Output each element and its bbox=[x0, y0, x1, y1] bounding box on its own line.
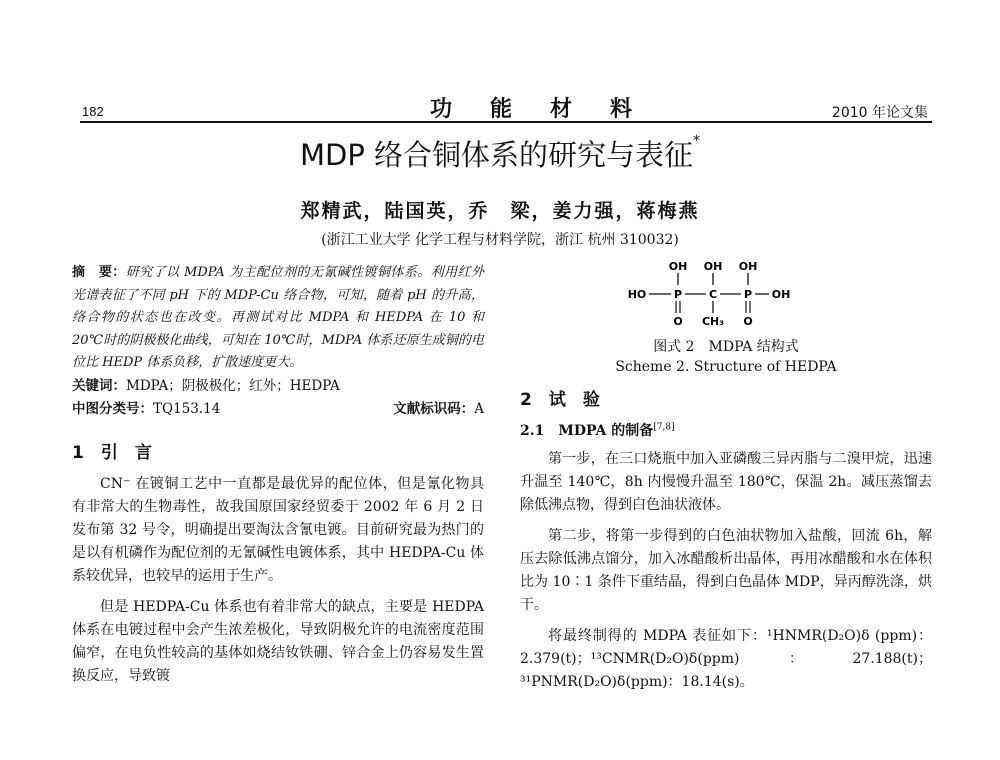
header-rule bbox=[80, 121, 932, 123]
doc-code-label: 文献标识码： bbox=[393, 400, 475, 417]
abstract bbox=[72, 262, 484, 375]
paper-title-text: MDP 络合铜体系的研究与表征 bbox=[299, 138, 694, 172]
authors: 郑精武，陆国英，乔 梁，姜力强，蒋梅燕 bbox=[300, 200, 700, 222]
scheme-caption-cn: 图式 2 MDPA 结构式 bbox=[653, 339, 799, 355]
issue-label: 2010 年论文集 bbox=[831, 105, 928, 121]
section2-paragraph-1: 第一步，在三口烧瓶中加入亚磷酸三异丙脂与二溴甲烷，迅速升温至 140℃，8h 内慢慢升温至 180℃，保温 2h。减压蒸馏去除低沸点物，得到白色油状液体。 bbox=[520, 451, 932, 513]
doc-code bbox=[393, 398, 484, 420]
section2-1-ref: [7,8] bbox=[653, 422, 675, 433]
section2-paragraph-2: 第二步，将第一步得到的白色油状物加入盐酸，回流 6h，解压去除低沸点馏分，加入冰醋酸析出晶体，再用冰醋酸和水在体积比为 10∶1 条件下重结晶，得到白色晶体 MDP，异丙醇洗涤，烘干。 bbox=[520, 528, 932, 613]
atom-p-left: P bbox=[673, 288, 683, 301]
title-footnote-mark: * bbox=[693, 133, 701, 149]
scheme-caption-en: Scheme 2. Structure of HEDPA bbox=[615, 359, 837, 375]
journal-name: 功能材料 bbox=[430, 96, 671, 122]
section2-paragraph-3: 将最终制得的 MDPA 表征如下：¹HNMR(D₂O)δ (ppm)：2.379(t)；¹³CNMR(D₂O)δ(ppm)：27.188(t)；³¹PNMR(D₂O)δ(ppm)：18.14(s)。 bbox=[520, 628, 932, 690]
section2-1-heading bbox=[520, 420, 932, 440]
keywords-label: 关键词： bbox=[72, 377, 126, 394]
abstract-text: 研究了以 MDPA 为主配位剂的无氰碱性镀铜体系。利用红外光谱表征了不同 pH 下的 MDP-Cu 络合物，可知，随着 pH 的升高，络合物的状态也在改变。再测试对比 MDPA 和 HEDPA 在 10 和 20℃时的阴极极化曲线，可知在 10℃时，MDPA 体系还原生成铜的电位比 HEDP 体系负移，扩散速度更大。 bbox=[72, 265, 484, 370]
keywords-text: MDPA；阴极极化；红外；HEDPA bbox=[126, 377, 340, 394]
section2-heading: 2 试 验 bbox=[520, 390, 600, 410]
atom-ho-left: HO bbox=[627, 288, 647, 301]
atom-oh-top-1: OH bbox=[668, 260, 688, 273]
atom-oh-top-3: OH bbox=[738, 260, 758, 273]
clc-label: 中图分类号： bbox=[72, 400, 153, 417]
atom-oh-right: OH bbox=[771, 288, 791, 301]
section1-paragraph-2: 但是 HEDPA-Cu 体系也有着非常大的缺点，主要是 HEDPA 体系在电镀过程中会产生浓差极化，导致阴极允许的电流密度范围偏窄，在电负性较高的基体如烧结钕铁硼、锌合金上仍容易发生置换反应，导致镀 bbox=[72, 598, 484, 684]
keywords bbox=[72, 375, 484, 398]
doc-code-value: A bbox=[474, 400, 484, 417]
clc-value: TQ153.14 bbox=[153, 400, 221, 417]
page-number: 182 bbox=[82, 104, 104, 119]
classification-line bbox=[72, 398, 484, 420]
section1-heading: 1 引 言 bbox=[72, 442, 152, 463]
atom-o-bottom-2: O bbox=[743, 315, 753, 328]
atom-oh-top-2: OH bbox=[703, 260, 723, 273]
abstract-label: 摘 要： bbox=[72, 265, 126, 280]
left-column bbox=[72, 262, 484, 696]
clc-code bbox=[72, 398, 220, 420]
atom-ch3: CH₃ bbox=[701, 315, 725, 328]
section2-1-heading-text: 2.1 MDPA 的制备 bbox=[520, 423, 654, 439]
atom-c-center: C bbox=[708, 288, 718, 301]
atom-p-right: P bbox=[743, 288, 753, 301]
right-column bbox=[520, 258, 932, 702]
section1-paragraph-1: CN⁻ 在镀铜工艺中一直都是最优异的配位体，但是氰化物具有非常大的生物毒性，故我国原国家经贸委于 2002 年 6 月 2 日发布第 32 号令，明确提出要淘汰含氰电镀。目前研究最为热门的是以有机磷作为配位剂的无氰碱性电镀体系，其中 HEDPA-Cu 体系较优异，也较早的运用于生产。 bbox=[72, 475, 484, 584]
mdpa-structure-diagram bbox=[623, 258, 793, 330]
paper-title bbox=[0, 133, 1000, 174]
affiliation: (浙江工业大学 化学工程与材料学院，浙江 杭州 310032) bbox=[321, 232, 679, 248]
atom-o-bottom-1: O bbox=[673, 315, 683, 328]
